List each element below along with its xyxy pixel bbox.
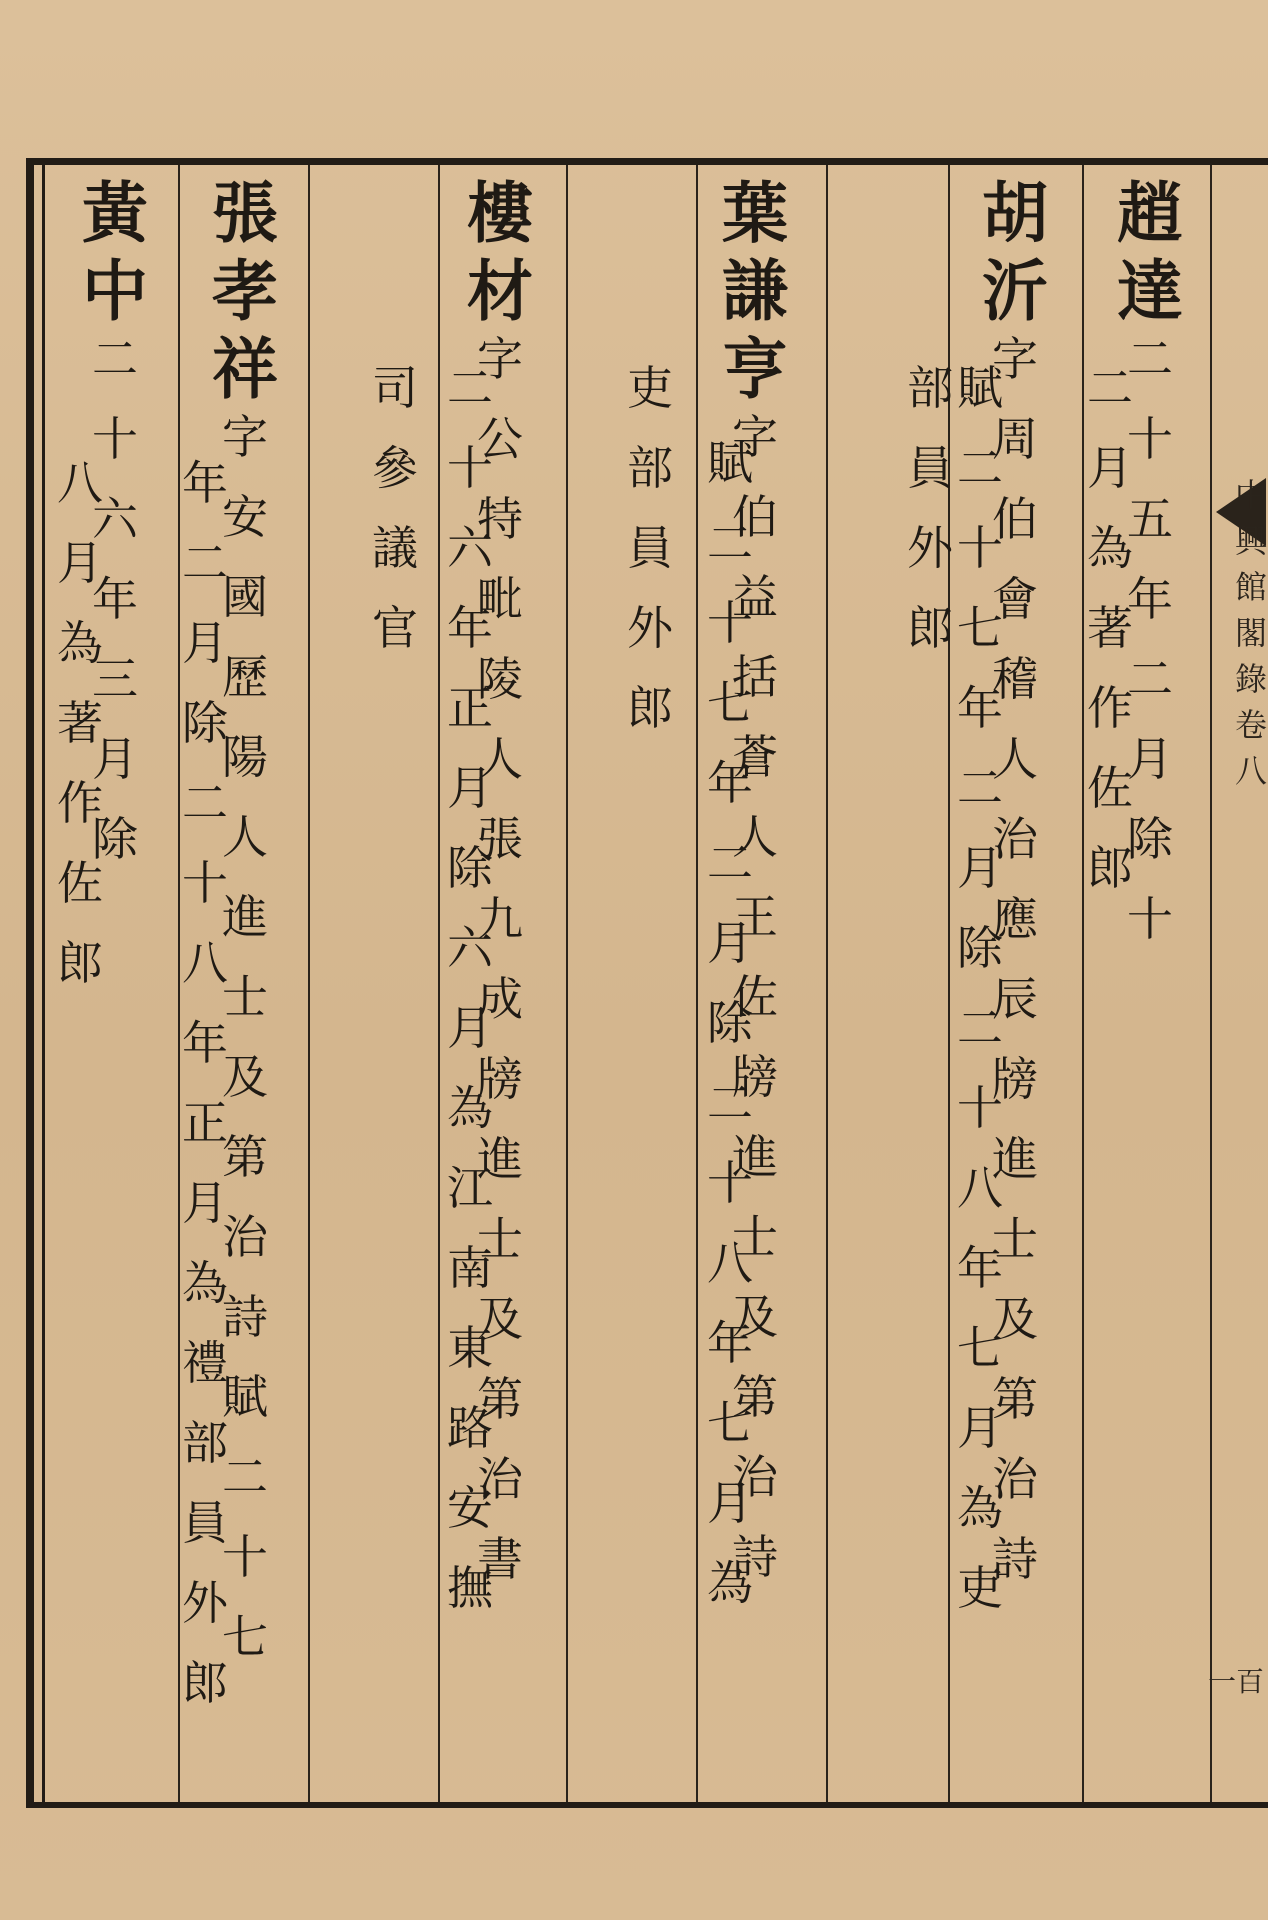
column-rule (566, 165, 568, 1802)
text-column: 賦 二 十 七 年 二 月 除 二 十 八 年 七 月 為 (707, 436, 753, 1610)
frame-left-border (26, 158, 34, 1808)
text-column: 胡 沂 字 周 伯 會 稽 人 治 應 辰 牓 進 士 及 第 治 詩 (982, 174, 1048, 1586)
text-column: 司 參 議 官 (372, 361, 418, 655)
text-column: 吏 部 員 外 郎 (627, 361, 673, 735)
text-column: 八 月 為 著 作 佐 郎 (57, 456, 103, 990)
frame-top-border (26, 158, 1268, 165)
text-column: 葉 謙 亨 字 伯 益 括 蒼 人 王 佐 牓 進 士 及 第 治 詩 (722, 174, 788, 1584)
text-column: 二 十 六 年 正 月 除 六 月 為 江 南 東 路 安 撫 (447, 361, 493, 1615)
text-column: 黃 中 二 十 六 年 三 月 除 (82, 174, 148, 866)
text-column: 樓 材 字 公 特 毗 陵 人 張 九 成 牓 進 士 及 第 治 書 (467, 174, 533, 1586)
text-column: 張 孝 祥 字 安 國 歷 陽 人 進 士 及 第 治 詩 賦 二 十 七 (212, 174, 278, 1664)
column-rule (826, 165, 828, 1802)
text-column: 賦 二 十 七 年 二 月 除 二 十 八 年 七 月 為 吏 (957, 361, 1003, 1615)
text-column: 二 月 為 著 作 佐 郎 (1087, 361, 1133, 895)
column-rule (696, 165, 698, 1802)
text-column: 部 員 外 郎 (907, 361, 953, 655)
frame-bottom-border (26, 1802, 1268, 1808)
text-column: 年 二 月 除 二 十 八 年 正 月 為 禮 部 員 外 郎 (182, 456, 228, 1710)
frame-left-inner-border (42, 158, 45, 1808)
spine-title: 中 興 館 閣 錄 卷 八 (1234, 476, 1267, 790)
page-number: 一百 (1207, 1665, 1264, 1698)
column-rule (1210, 165, 1212, 1802)
column-rule (308, 165, 310, 1802)
text-column: 趙 達 二 十 五 年 二 月 除 十 (1117, 174, 1183, 946)
